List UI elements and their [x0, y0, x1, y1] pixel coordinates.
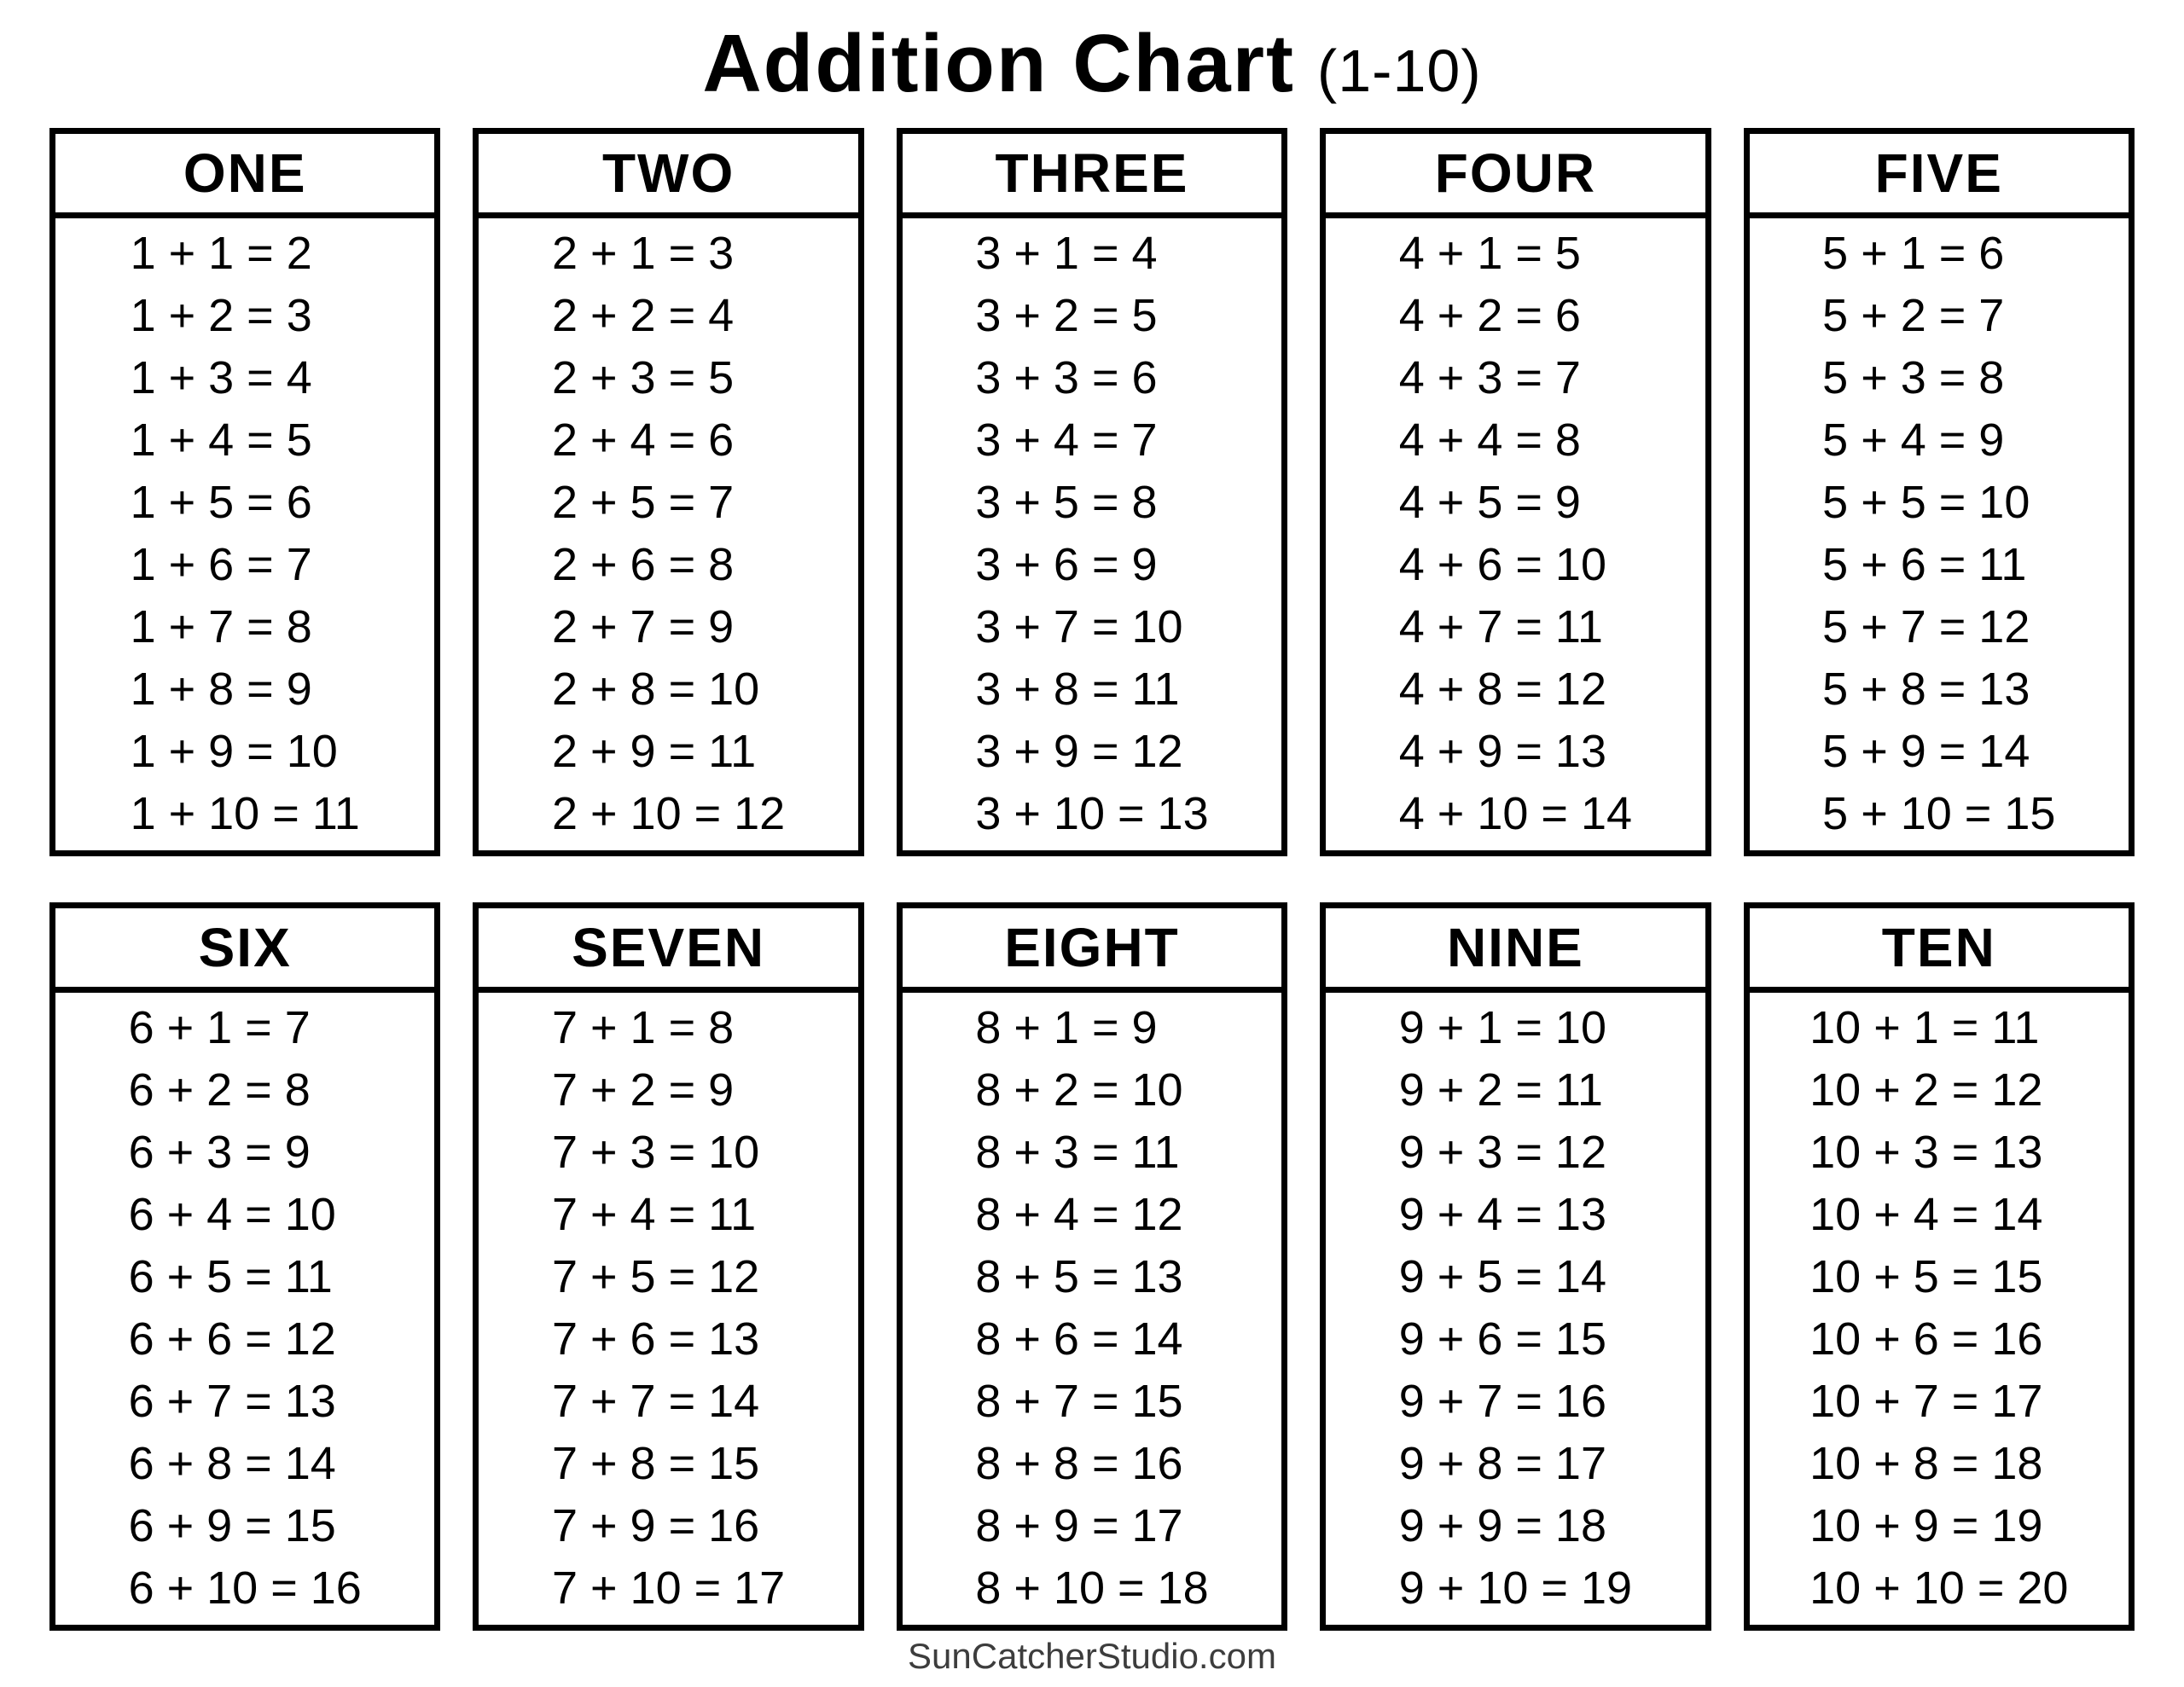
addition-fact: 7 + 5 = 12	[551, 1251, 760, 1302]
table-body	[1750, 218, 2129, 850]
addition-fact: 1 + 1 = 2	[130, 228, 312, 279]
facts-list	[131, 223, 360, 850]
table-header-label: FIVE	[1750, 134, 2129, 218]
facts-list	[1822, 223, 2055, 850]
addition-fact: 7 + 1 = 8	[551, 1002, 735, 1053]
addition-fact: 1 + 10 = 11	[130, 788, 360, 839]
addition-table-three	[897, 128, 1287, 856]
table-header-label: EIGHT	[903, 908, 1281, 993]
addition-fact: 1 + 9 = 10	[130, 726, 338, 777]
addition-table-two	[473, 128, 863, 856]
addition-fact: 6 + 8 = 14	[128, 1438, 336, 1489]
page-title	[0, 0, 2184, 128]
addition-fact: 3 + 8 = 11	[975, 664, 1180, 715]
facts-list	[129, 997, 362, 1625]
addition-fact: 5 + 5 = 10	[1822, 477, 2030, 528]
addition-fact: 1 + 8 = 9	[130, 664, 312, 715]
addition-fact: 10 + 8 = 18	[1809, 1438, 2043, 1489]
addition-fact: 9 + 3 = 12	[1398, 1127, 1606, 1178]
addition-fact: 8 + 2 = 10	[975, 1064, 1183, 1116]
addition-fact: 5 + 2 = 7	[1822, 290, 2005, 341]
addition-fact: 7 + 2 = 9	[551, 1064, 735, 1116]
addition-fact: 10 + 5 = 15	[1809, 1251, 2043, 1302]
addition-fact: 5 + 1 = 6	[1822, 228, 2005, 279]
addition-table-eight	[897, 902, 1287, 1631]
addition-fact: 4 + 5 = 9	[1398, 477, 1581, 528]
addition-fact: 6 + 10 = 16	[128, 1562, 362, 1614]
addition-fact: 4 + 3 = 7	[1398, 352, 1581, 403]
addition-fact: 9 + 9 = 18	[1398, 1500, 1606, 1551]
addition-fact: 10 + 10 = 20	[1809, 1562, 2069, 1614]
table-header-label: ONE	[55, 134, 434, 218]
addition-fact: 2 + 6 = 8	[551, 539, 735, 590]
table-header-label: SIX	[55, 908, 434, 993]
table-body	[1750, 993, 2129, 1625]
addition-table-nine	[1320, 902, 1711, 1631]
addition-fact: 2 + 1 = 3	[551, 228, 735, 279]
addition-fact: 8 + 5 = 13	[975, 1251, 1183, 1302]
facts-list	[975, 223, 1208, 850]
addition-fact: 3 + 6 = 9	[975, 539, 1158, 590]
addition-table-four	[1320, 128, 1711, 856]
addition-table-five	[1744, 128, 2135, 856]
table-body	[903, 993, 1281, 1625]
addition-fact: 3 + 10 = 13	[975, 788, 1209, 839]
addition-fact: 5 + 10 = 15	[1822, 788, 2056, 839]
facts-list	[1399, 997, 1632, 1625]
addition-fact: 3 + 1 = 4	[975, 228, 1158, 279]
addition-fact: 2 + 2 = 4	[551, 290, 735, 341]
addition-fact: 6 + 3 = 9	[128, 1127, 311, 1178]
table-body	[1326, 218, 1705, 850]
addition-fact: 5 + 3 = 8	[1822, 352, 2005, 403]
addition-fact: 3 + 7 = 10	[975, 601, 1183, 652]
addition-fact: 1 + 6 = 7	[130, 539, 312, 590]
facts-list	[552, 997, 785, 1625]
addition-fact: 8 + 8 = 16	[975, 1438, 1183, 1489]
addition-fact: 9 + 10 = 19	[1398, 1562, 1633, 1614]
addition-fact: 1 + 4 = 5	[130, 415, 312, 466]
addition-fact: 9 + 2 = 11	[1398, 1064, 1603, 1116]
table-header-label: TEN	[1750, 908, 2129, 993]
addition-fact: 9 + 5 = 14	[1398, 1251, 1606, 1302]
addition-fact: 8 + 3 = 11	[975, 1127, 1180, 1178]
addition-fact: 1 + 3 = 4	[130, 352, 312, 403]
addition-fact: 2 + 10 = 12	[551, 788, 786, 839]
addition-fact: 2 + 7 = 9	[551, 601, 735, 652]
table-body	[903, 218, 1281, 850]
table-body	[55, 993, 434, 1625]
addition-fact: 2 + 8 = 10	[551, 664, 760, 715]
addition-fact: 7 + 7 = 14	[551, 1376, 760, 1427]
addition-fact: 4 + 7 = 11	[1398, 601, 1603, 652]
addition-fact: 8 + 6 = 14	[975, 1313, 1183, 1365]
addition-fact: 5 + 4 = 9	[1822, 415, 2005, 466]
addition-fact: 9 + 7 = 16	[1398, 1376, 1606, 1427]
table-header-label: NINE	[1326, 908, 1705, 993]
addition-fact: 4 + 10 = 14	[1398, 788, 1633, 839]
addition-fact: 4 + 1 = 5	[1398, 228, 1581, 279]
addition-fact: 4 + 4 = 8	[1398, 415, 1581, 466]
table-body	[1326, 993, 1705, 1625]
addition-fact: 4 + 8 = 12	[1398, 664, 1606, 715]
addition-fact: 6 + 5 = 11	[128, 1251, 333, 1302]
addition-fact: 3 + 3 = 6	[975, 352, 1158, 403]
table-body	[55, 218, 434, 850]
addition-fact: 8 + 7 = 15	[975, 1376, 1183, 1427]
title-range-text: (1-10)	[1316, 38, 1482, 104]
addition-fact: 8 + 1 = 9	[975, 1002, 1158, 1053]
addition-fact: 5 + 7 = 12	[1822, 601, 2030, 652]
addition-fact: 6 + 1 = 7	[128, 1002, 311, 1053]
addition-fact: 10 + 4 = 14	[1809, 1189, 2043, 1240]
addition-fact: 1 + 2 = 3	[130, 290, 312, 341]
addition-fact: 7 + 4 = 11	[551, 1189, 757, 1240]
addition-fact: 7 + 6 = 13	[551, 1313, 760, 1365]
table-body	[479, 218, 857, 850]
facts-list	[1809, 997, 2068, 1625]
addition-fact: 10 + 3 = 13	[1809, 1127, 2043, 1178]
addition-fact: 6 + 2 = 8	[128, 1064, 311, 1116]
addition-fact: 5 + 9 = 14	[1822, 726, 2030, 777]
title-text: Addition Chart	[702, 18, 1295, 109]
addition-fact: 5 + 6 = 11	[1822, 539, 2027, 590]
facts-list	[552, 223, 785, 850]
addition-fact: 3 + 5 = 8	[975, 477, 1158, 528]
addition-fact: 7 + 3 = 10	[551, 1127, 760, 1178]
addition-fact: 3 + 4 = 7	[975, 415, 1158, 466]
addition-fact: 8 + 10 = 18	[975, 1562, 1209, 1614]
addition-fact: 9 + 6 = 15	[1398, 1313, 1606, 1365]
addition-fact: 7 + 8 = 15	[551, 1438, 760, 1489]
addition-fact: 1 + 7 = 8	[130, 601, 312, 652]
addition-fact: 1 + 5 = 6	[130, 477, 312, 528]
addition-table-seven	[473, 902, 863, 1631]
addition-fact: 3 + 9 = 12	[975, 726, 1183, 777]
addition-fact: 4 + 2 = 6	[1398, 290, 1581, 341]
addition-fact: 2 + 9 = 11	[551, 726, 757, 777]
addition-table-ten	[1744, 902, 2135, 1631]
footer-credit: SunCatcherStudio.com	[908, 1636, 1276, 1676]
table-header-label: THREE	[903, 134, 1281, 218]
addition-fact: 9 + 1 = 10	[1398, 1002, 1606, 1053]
tables-grid	[0, 128, 2184, 1631]
addition-fact: 9 + 8 = 17	[1398, 1438, 1606, 1489]
addition-fact: 4 + 9 = 13	[1398, 726, 1606, 777]
addition-fact: 4 + 6 = 10	[1398, 539, 1606, 590]
addition-fact: 10 + 9 = 19	[1809, 1500, 2043, 1551]
addition-fact: 8 + 9 = 17	[975, 1500, 1183, 1551]
addition-fact: 8 + 4 = 12	[975, 1189, 1183, 1240]
addition-fact: 6 + 7 = 13	[128, 1376, 336, 1427]
addition-table-one	[49, 128, 440, 856]
addition-fact: 10 + 1 = 11	[1809, 1002, 2040, 1053]
addition-fact: 6 + 4 = 10	[128, 1189, 336, 1240]
table-header-label: SEVEN	[479, 908, 857, 993]
addition-fact: 7 + 10 = 17	[551, 1562, 786, 1614]
addition-fact: 9 + 4 = 13	[1398, 1189, 1606, 1240]
addition-table-six	[49, 902, 440, 1631]
facts-list	[975, 997, 1208, 1625]
addition-fact: 6 + 6 = 12	[128, 1313, 336, 1365]
facts-list	[1399, 223, 1632, 850]
addition-fact: 10 + 7 = 17	[1809, 1376, 2043, 1427]
addition-fact: 3 + 2 = 5	[975, 290, 1158, 341]
addition-fact: 6 + 9 = 15	[128, 1500, 336, 1551]
addition-fact: 2 + 3 = 5	[551, 352, 735, 403]
table-header-label: TWO	[479, 134, 857, 218]
addition-fact: 2 + 4 = 6	[551, 415, 735, 466]
addition-fact: 7 + 9 = 16	[551, 1500, 760, 1551]
addition-fact: 10 + 2 = 12	[1809, 1064, 2043, 1116]
table-body	[479, 993, 857, 1625]
addition-fact: 5 + 8 = 13	[1822, 664, 2030, 715]
table-header-label: FOUR	[1326, 134, 1705, 218]
addition-fact: 2 + 5 = 7	[551, 477, 735, 528]
addition-fact: 10 + 6 = 16	[1809, 1313, 2043, 1365]
